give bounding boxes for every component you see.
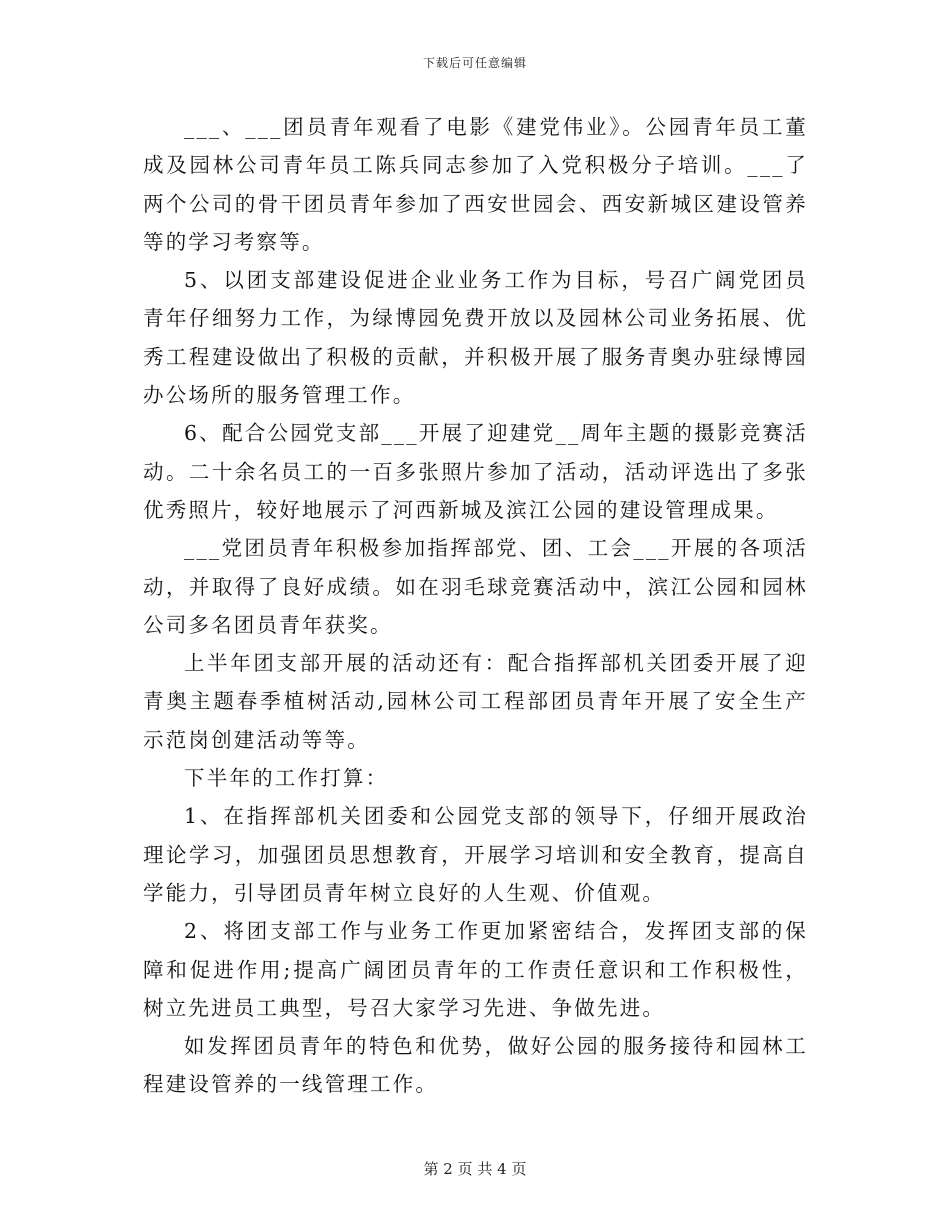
page-header-note: 下载后可任意编辑 <box>422 56 527 70</box>
paragraph-item-5: 5、以团支部建设促进企业业务工作为目标，号召广阔党团员青年仔细努力工作，为绿博园免费开放以及园林公司业务拓展、优秀工程建设做出了积极的贡献，并积极开展了服务青奥办驻绿博园办公场所的服务管理工作。 <box>143 268 808 408</box>
paragraph-second-half-heading: 下半年的工作打算： <box>184 766 389 791</box>
page-number: 第 2 页 共 4 页 <box>423 1160 527 1178</box>
paragraph-activities-awards: ___党团员青年积极参加指挥部党、团、工会___开展的各项活动，并取得了良好成绩。如在羽毛球竞赛活动中，滨江公园和园林公司多名团员青年获奖。 <box>143 536 808 637</box>
paragraph-plan-2: 2、将团支部工作与业务工作更加紧密结合，发挥团支部的保障和促进作用;提高广阔团员青年的工作责任意识和工作积极性，树立先进员工典型，号召大家学习先进、争做先进。 <box>143 919 808 1020</box>
paragraph-item-6: 6、配合公园党支部___开展了迎建党__周年主题的摄影竞赛活动。二十余名员工的一百多张照片参加了活动，活动评选出了多张优秀照片，较好地展示了河西新城及滨江公园的建设管理成果。 <box>143 421 808 522</box>
paragraph-study-activities: ___、___团员青年观看了电影《建党伟业》。公园青年员工董成及园林公司青年员工陈兵同志参加了入党积极分子培训。___了两个公司的骨干团员青年参加了西安世园会、西安新城区建设管养等的学习考察等。 <box>143 115 808 254</box>
document-body <box>143 108 808 1104</box>
paragraph-first-half-other: 上半年团支部开展的活动还有：配合指挥部机关团委开展了迎青奥主题春季植树活动,园林公司工程部团员青年开展了安全生产示范岗创建活动等等。 <box>143 651 808 752</box>
paragraph-plan-1: 1、在指挥部机关团委和公园党支部的领导下，仔细开展政治理论学习，加强团员思想教育，开展学习培训和安全教育，提高自学能力，引导团员青年树立良好的人生观、价值观。 <box>143 804 808 905</box>
paragraph-plan-closing: 如发挥团员青年的特色和优势，做好公园的服务接待和园林工程建设管养的一线管理工作。 <box>143 1034 808 1097</box>
